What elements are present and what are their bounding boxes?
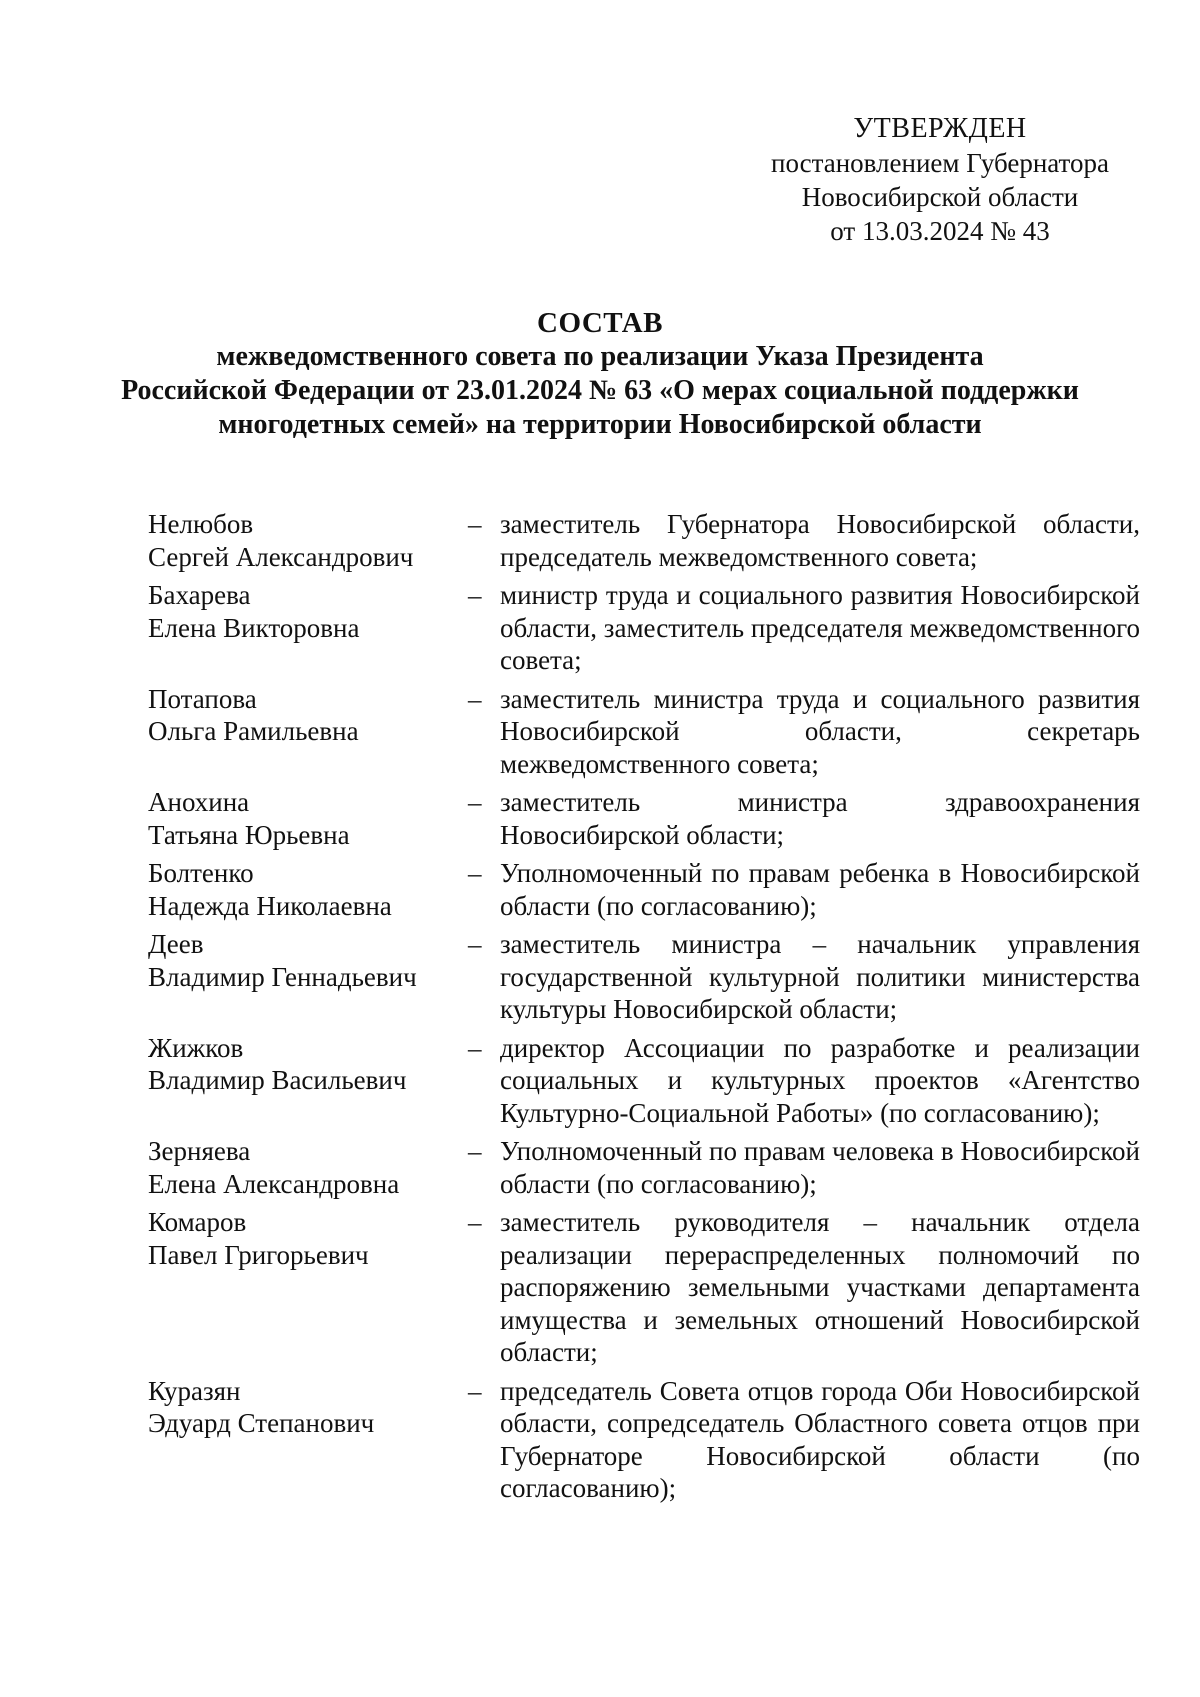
member-dash: –: [468, 929, 482, 959]
member-row: [148, 683, 1140, 781]
member-dash: –: [468, 509, 482, 539]
member-given-name: Эдуард Степанович: [148, 1408, 375, 1438]
member-given-name: Татьяна Юрьевна: [148, 819, 350, 850]
member-row: [148, 928, 1140, 1026]
member-row: [148, 786, 1140, 851]
member-row: [148, 1206, 1140, 1369]
member-name: [148, 1206, 468, 1369]
member-role: председатель Совета отцов города Оби Новосибирской области, сопредседатель Областного совета отцов при Губернаторе Новосибирской области (по согласованию);: [500, 1375, 1140, 1503]
member-row: [148, 1135, 1140, 1200]
approval-stamp: [760, 112, 1120, 248]
title-line-2: Российской Федерации от 23.01.2024 № 63 «О мерах социальной поддержки: [121, 375, 1079, 406]
member-given-name: Владимир Геннадьевич: [148, 961, 417, 992]
member-surname: Потапова: [148, 683, 257, 714]
member-role: директор Ассоциации по разработке и реализации социальных и культурных проектов «Агентство Культурно-Социальной Работы» (по согласованию);: [500, 1032, 1140, 1128]
member-given-name: Павел Григорьевич: [148, 1239, 369, 1270]
member-surname: Деев: [148, 929, 204, 959]
member-surname: Куразян: [148, 1375, 241, 1406]
title-main: СОСТАВ: [537, 307, 663, 339]
member-role: Уполномоченный по правам ребенка в Новосибирской области (по согласованию);: [500, 858, 1140, 921]
member-given-name: Елена Александровна: [148, 1168, 400, 1199]
member-role: заместитель министра – начальник управления государственной культурной политики министерства культуры Новосибирской области;: [500, 929, 1140, 1024]
member-name: [148, 683, 468, 781]
member-dash: –: [468, 1207, 482, 1237]
member-name: [148, 1375, 468, 1505]
member-role: заместитель министра здравоохранения Новосибирской области;: [500, 787, 1140, 850]
member-surname: Жижков: [148, 1032, 244, 1063]
member-given-name: Сергей Александрович: [148, 541, 414, 572]
member-dash: –: [468, 1136, 482, 1166]
member-name: [148, 579, 468, 677]
member-name: [148, 786, 468, 851]
member-given-name: Владимир Васильевич: [148, 1065, 407, 1095]
member-surname: Болтенко: [148, 858, 254, 888]
member-row: [148, 579, 1140, 677]
approval-date-number: от 13.03.2024 № 43: [830, 216, 1050, 246]
approval-line-1: постановлением Губернатора: [771, 148, 1109, 178]
member-given-name: Ольга Рамильевна: [148, 716, 359, 746]
member-role: заместитель Губернатора Новосибирской области, председатель межведомственного совета;: [500, 509, 1140, 572]
document-title: [80, 306, 1120, 442]
member-surname: Анохина: [148, 787, 250, 817]
member-given-name: Надежда Николаевна: [148, 890, 392, 921]
approval-line-2: Новосибирской области: [801, 182, 1079, 212]
member-surname: Бахарева: [148, 580, 251, 610]
member-name: [148, 508, 468, 573]
member-dash: –: [468, 1032, 482, 1063]
member-name: [148, 857, 468, 922]
member-row: [148, 1032, 1140, 1130]
member-name: [148, 928, 468, 1026]
member-role: заместитель руководителя – начальник отдела реализации перераспределенных полномочий по распоряжению земельными участками департамента имущества и земельных отношений Новосибирской области;: [500, 1207, 1140, 1367]
member-row: [148, 1375, 1140, 1505]
member-surname: Нелюбов: [148, 509, 254, 539]
member-row: [148, 857, 1140, 922]
member-dash: –: [468, 787, 482, 817]
member-role: Уполномоченный по правам человека в Новосибирской области (по согласованию);: [500, 1136, 1140, 1199]
member-dash: –: [468, 1375, 482, 1406]
title-line-3: многодетных семей» на территории Новосибирской области: [218, 409, 982, 440]
member-dash: –: [468, 580, 482, 610]
member-dash: –: [468, 683, 482, 714]
member-role: министр труда и социального развития Новосибирской области, заместитель председателя межведомственного совета;: [500, 580, 1140, 675]
member-given-name: Елена Викторовна: [148, 612, 360, 643]
member-row: [148, 508, 1140, 573]
approved-heading: УТВЕРЖДЕН: [853, 113, 1027, 144]
member-name: [148, 1135, 468, 1200]
members-list: [148, 508, 1140, 1511]
member-dash: –: [468, 858, 482, 888]
member-surname: Комаров: [148, 1207, 247, 1237]
title-line-1: межведомственного совета по реализации Указа Президента: [216, 341, 984, 372]
member-surname: Зерняева: [148, 1136, 251, 1166]
member-role: заместитель министра труда и социального развития Новосибирской области, секретарь межведомственного совета;: [500, 683, 1140, 779]
member-name: [148, 1032, 468, 1130]
